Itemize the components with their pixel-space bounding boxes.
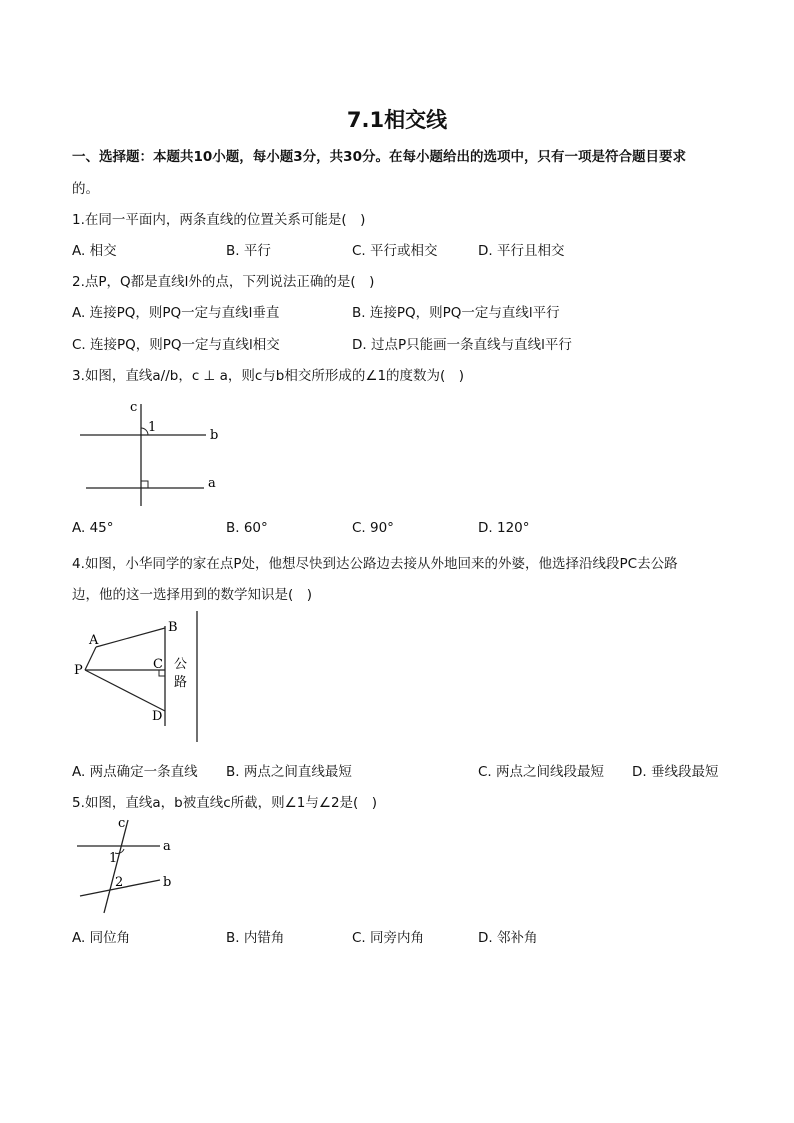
question-4-option-b: B. 两点之间直线最短 xyxy=(226,764,352,780)
label-angle-2: 2 xyxy=(115,875,124,890)
label-road-1: 公 xyxy=(174,657,188,672)
label-b: b xyxy=(163,875,172,890)
segment-PD xyxy=(85,670,165,711)
question-3-option-d: D. 120° xyxy=(478,520,530,536)
label-angle-1: 1 xyxy=(148,420,157,435)
question-3-option-a: A. 45° xyxy=(72,520,114,536)
question-5-stem: 5.如图，直线a，b被直线c所截，则∠1与∠2是( ) xyxy=(72,795,378,811)
section-instructions-line1: 一、选择题：本题共10小题，每小题3分，共30分。在每小题给出的选项中，只有一项是符合题目要求 xyxy=(72,149,686,165)
question-4-option-c: C. 两点之间线段最短 xyxy=(478,764,605,780)
question-5-option-a: A. 同位角 xyxy=(72,930,131,946)
question-4-option-a: A. 两点确定一条直线 xyxy=(72,764,198,780)
segment-PA xyxy=(85,647,96,670)
section-instructions-line2: 的。 xyxy=(72,181,99,197)
label-a: a xyxy=(208,476,216,491)
page-title: 7.1相交线 xyxy=(346,108,448,132)
right-angle-mark xyxy=(141,481,148,488)
question-5-option-b: B. 内错角 xyxy=(226,930,285,946)
question-2-option-c: C. 连接PQ，则PQ一定与直线l相交 xyxy=(72,337,280,353)
question-2-option-d: D. 过点P只能画一条直线与直线l平行 xyxy=(352,337,572,353)
question-5-option-d: D. 邻补角 xyxy=(478,930,538,946)
question-1-option-c: C. 平行或相交 xyxy=(352,243,438,259)
segment-AB xyxy=(96,628,165,647)
label-P: P xyxy=(74,663,83,678)
question-2-stem: 2.点P，Q都是直线l外的点，下列说法正确的是( ) xyxy=(72,274,375,290)
label-A: A xyxy=(89,633,99,648)
question-3-option-c: C. 90° xyxy=(352,520,394,536)
question-5-option-c: C. 同旁内角 xyxy=(352,930,425,946)
question-1-option-d: D. 平行且相交 xyxy=(478,243,565,259)
question-4-stem-line1: 4.如图，小华同学的家在点P处，他想尽快到达公路边去接从外地回来的外婆，他选择沿线段PC去公路 xyxy=(72,556,678,572)
question-4-figure xyxy=(72,606,232,748)
question-4-option-d: D. 垂线段最短 xyxy=(632,764,719,780)
angle-1-arc xyxy=(141,428,148,435)
label-c: c xyxy=(130,400,138,415)
question-3-stem: 3.如图，直线a//b，c ⊥ a，则c与b相交所形成的∠1的度数为( ) xyxy=(72,368,465,384)
question-2-option-b: B. 连接PQ，则PQ一定与直线l平行 xyxy=(352,305,560,321)
question-5-figure xyxy=(72,815,192,915)
line-c xyxy=(104,820,128,913)
label-c: c xyxy=(118,816,126,831)
question-2-option-a: A. 连接PQ，则PQ一定与直线l垂直 xyxy=(72,305,280,321)
label-b: b xyxy=(210,428,219,443)
label-road-2: 路 xyxy=(174,675,188,690)
label-B: B xyxy=(168,620,178,635)
question-1-option-b: B. 平行 xyxy=(226,243,271,259)
question-1-option-a: A. 相交 xyxy=(72,243,117,259)
label-a: a xyxy=(163,839,171,854)
label-C: C xyxy=(153,657,163,672)
question-4-stem-line2: 边，他的这一选择用到的数学知识是( ) xyxy=(72,587,313,603)
label-angle-1: 1 xyxy=(109,851,118,866)
label-D: D xyxy=(152,709,163,724)
question-1-stem: 1.在同一平面内，两条直线的位置关系可能是( ) xyxy=(72,212,366,228)
question-3-option-b: B. 60° xyxy=(226,520,268,536)
question-3-figure xyxy=(72,396,232,508)
